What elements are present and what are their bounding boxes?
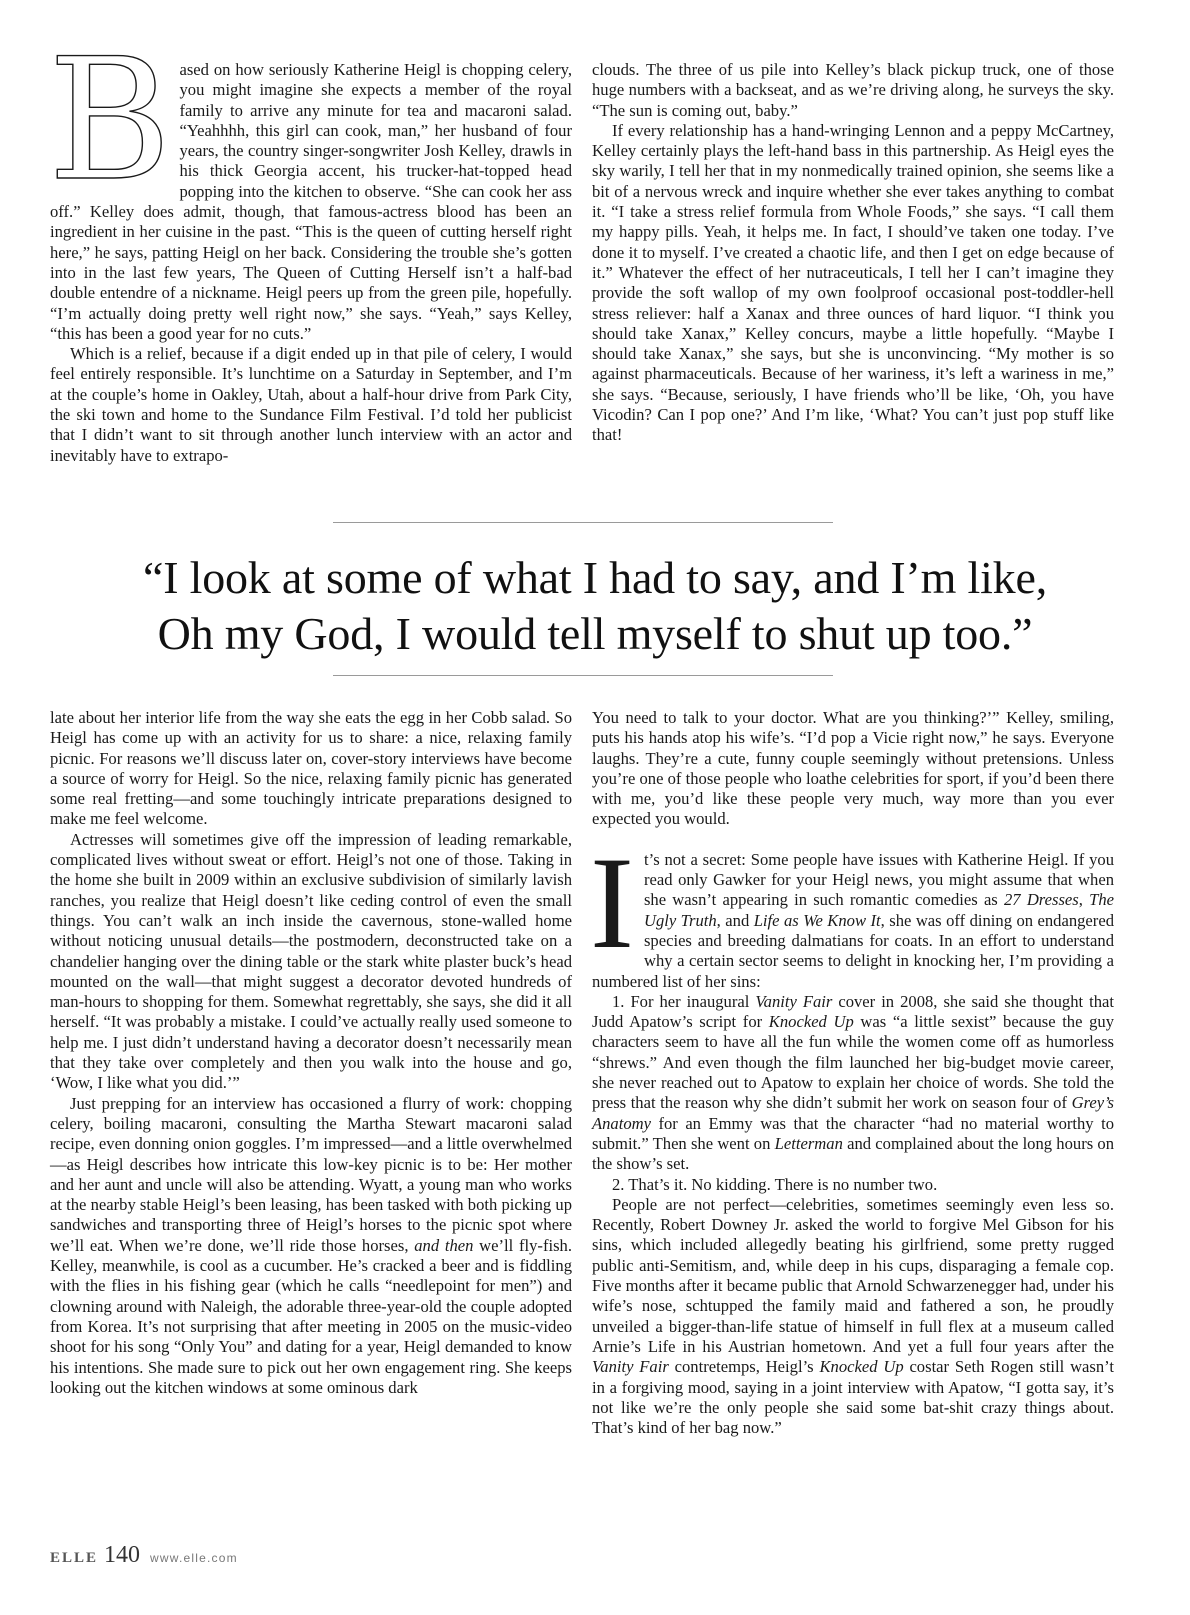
article-paragraph: It’s not a secret: Some people have issues with Katherine Heigl. If you read only Gawker for your Heigl news, you might assume that when she wasn’t appearing in such romantic comedies as 27 Dresses, The Ugly Truth, and Life as We Know It, she was off dining on endangered species and breeding dalmatians for coats. In an effort to understand why a certain sector seems to delight in knocking her, I’m providing a numbered list of her sins:	[590, 828, 1115, 991]
drop-cap: I	[590, 828, 634, 976]
article-column-2	[592, 60, 1114, 446]
page-number: 140	[104, 1542, 141, 1568]
article-column-4	[592, 708, 1114, 1438]
article-paragraph: Based on how seriously Katherine Heigl is chopping celery, you might imagine she expects a member of the royal family to arrive any minute for tea and macaroni salad. “Yeahhhh, this girl can cook, man,” her husband of four years, the country singer-songwriter Josh Kelley, drawls in his thick Georgia accent, his trucker-hat-topped head popping into the kitchen to observe. “She can cook her ass off.” Kelley does admit, though, that famous-actress blood has been an ingredient in her cuisine in the past. “This is the queen of cutting herself right here,” he says, patting Heigl on her back. Considering the trouble she’s gotten into in the last few years, The Queen of Cutting Herself isn’t a half-bad double entendre of a nickname. Heigl peers up from the green pile, hopefully. “I’m actually doing pretty well right now,” she says. “Yeah,” says Kelley, “this has been a good year for no cuts.”	[48, 22, 572, 343]
article-paragraph: 2. That’s it. No kidding. There is no number two.	[612, 1174, 938, 1194]
article-paragraph: If every relationship has a hand-wringing Lennon and a peppy McCartney, Kelley certainly plays the left-hand bass in this partnership. As Heigl eyes the sky warily, I tell her that in my nonmedically trained opinion, she seems like a bit of a nervous wreck and inquire whether she ever takes anything to combat it. “I take a stress relief formula from Whole Foods,” she says. “I call them my happy pills. Yeah, it helps me. In fact, I should’ve taken one today. I’ve done it to myself. I’ve created a chaotic life, and then I get on edge because of it.” Whatever the effect of her nutraceuticals, I tell her I can’t imagine they provide the soft wallop of my own foolproof occasional post-toddler-hell stress reliever: half a Xanax and three ounces of hard liquor. “I think you should take Xanax,” Kelley concurs, maybe a little hopefully. “Maybe I should take Xanax,” she says, but she is unconvincing. “My mother is so against pharmaceuticals. Because of her wariness, it’s left a wariness in me,” she says. “Because, seriously, I have friends who’ll be like, ‘Oh, you have Vicodin? Can I pop one?’ And I’m like, ‘What? You can’t just pop stuff like that!	[592, 120, 1114, 445]
article-paragraph: Just prepping for an interview has occasioned a flurry of work: chopping celery, boiling macaroni, consulting the Martha Stewart macaroni salad recipe, even donning onion goggles. I’m impressed—and a little overwhelmed—as Heigl describes how intricate this low-key picnic is to be: Her mother and her aunt and uncle will also be attending. Wyatt, a young man who works at the nearby stable Heigl’s been leasing, has been tasked with both picking up sandwiches and transporting three of Heigl’s horses to the picnic spot where we’ll eat. When we’re done, we’ll ride those horses, and then we’ll fly-fish. Kelley, meanwhile, is cool as a cucumber. He’s cracked a beer and is fiddling with the flies in his fishing gear (which he calls “needlepoint for men”) and clowning around with Naleigh, the adorable three-year-old the couple adopted from Korea. It’s not surprising that after meeting in 2005 on the music-video shoot for his song “Only You” and dating for a year, Heigl demanded to know his intentions. She made sure to pick out her own engagement ring. She keeps looking out the kitchen windows at some ominous dark	[50, 1093, 572, 1397]
article-paragraph: Actresses will sometimes give off the impression of leading remarkable, complicated lives without sweat or effort. Heigl’s not one of those. Taking in the home she built in 2009 within an exclusive subdivision of similarly lavish ranches, you realize that Heigl doesn’t like ceding control of even the small things. You can’t walk an inch inside the cavernous, stone-walled home without noticing unusual details—the postmodern, deconstructed take on a chandelier hanging over the dining table or the stark white plaster buck’s head mounted on the wall—that might suggest a decorator devoted hundreds of man-hours to shopping for them. Somewhat regrettably, she says, she did it all herself. “It was probably a mistake. I could’ve actually really used someone to help me. I just didn’t understand having a decorator doesn’t necessarily mean that they take over completely and then you walk into the house and go, ‘Wow, I like what you did.’”	[50, 829, 572, 1093]
website-url: www.elle.com	[150, 1551, 238, 1565]
article-paragraph: 1. For her inaugural Vanity Fair cover in 2008, she said she thought that Judd Apatow’s script for Knocked Up was “a little sexist” because the guy characters seem to have all the fun while the women come off as humorless “shrews.” And even though the film launched her big-budget movie career, she never reached out to Apatow to explain her choice of words. She told the press that the reason why she didn’t submit her work on season four of Grey’s Anatomy for an Emmy was that the character “had no material worthy to submit.” Then she went on Letterman and complained about the long hours on the show’s set.	[592, 991, 1115, 1174]
article-column-3	[50, 708, 572, 1398]
pull-quote-line: “I look at some of what I had to say, and I’m like,	[142, 552, 1047, 603]
article-paragraph: late about her interior life from the way she eats the egg in her Cobb salad. So Heigl has come up with an activity for us to share: a nice, relaxing family picnic. For reasons we’ll discuss later on, cover-story interviews have become a source of worry for Heigl. So the nice, relaxing family picnic has generated some real fretting—and some touchingly intricate preparations designed to make me feel welcome.	[50, 708, 572, 829]
article-paragraph: People are not perfect—celebrities, sometimes seemingly even less so. Recently, Robert Downey Jr. asked the world to forgive Mel Gibson for his sins, which included allegedly beating his girlfriend, some pretty rugged public anti-Semitism, and, while deep in his cups, disparaging a female cop. Five months after it became public that Arnold Schwarzenegger had, under his wife’s nose, schtupped the family maid and fathered a son, he proudly unveiled a bigger-than-life statue of himself in full flex at a museum called Arnie’s Life in his Austrian hometown. And yet a full four years after the Vanity Fair contretemps, Heigl’s Knocked Up costar Seth Rogen still wasn’t in a forgiving mood, saying in a joint interview with Apatow, “I gotta say, it’s not like we’re the only people she said some bat-shit crazy things about. That’s kind of her bag now.”	[592, 1194, 1115, 1438]
article-paragraph: You need to talk to your doctor. What are you thinking?’” Kelley, smiling, puts his hands atop his wife’s. “I’d pop a Vicie right now,” he says. Everyone laughs. They’re a cute, funny couple seemingly without pretensions. Unless you’re one of those people who loathe celebrities for sport, if you’d been there with me, you’d like these people very much, way more than you ever expected you would.	[592, 708, 1114, 829]
drop-cap: B	[48, 22, 172, 218]
page-folio	[50, 1542, 238, 1569]
magazine-logo: ELLE	[50, 1550, 99, 1566]
article-column-1	[48, 22, 572, 466]
pull-quote-rule-top	[333, 522, 833, 523]
pull-quote	[40, 550, 1150, 662]
article-paragraph: clouds. The three of us pile into Kelley’s black pickup truck, one of those huge numbers with a backseat, and as we’re driving along, he surveys the sky. “The sun is coming out, baby.”	[592, 60, 1114, 120]
article-paragraph: Which is a relief, because if a digit ended up in that pile of celery, I would feel entirely responsible. It’s lunchtime on a Saturday in September, and I’m at the couple’s home in Oakley, Utah, about a half-hour drive from Park City, the ski town and home to the Sundance Film Festival. I’d told her publicist that I didn’t want to sit through another lunch interview with an actor and inevitably have to extrapo-	[50, 344, 572, 465]
pull-quote-line: Oh my God, I would tell myself to shut up too.”	[157, 608, 1033, 659]
pull-quote-rule-bottom	[333, 675, 833, 676]
